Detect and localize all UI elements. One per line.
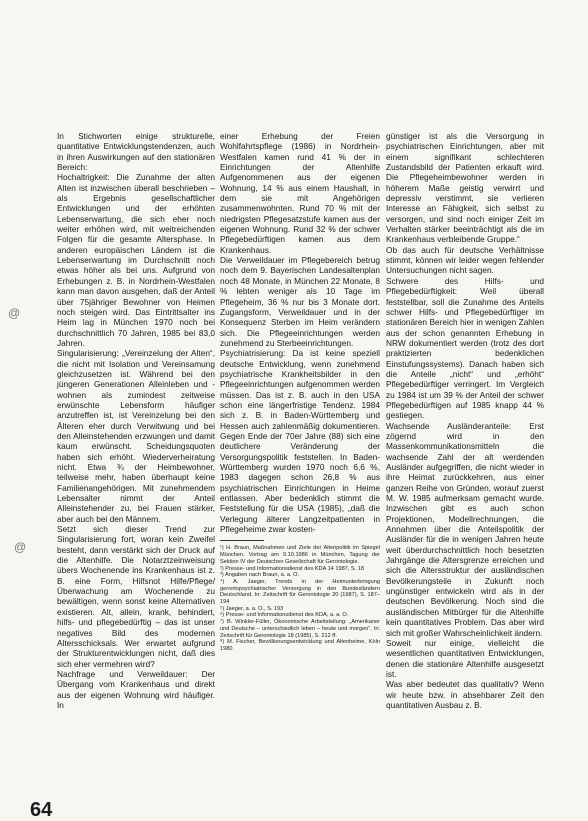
paragraph: einer Erhebung der Freien Wohlfahrtspflege (1986) in Nordrhein-Westfalen kamen rund 41 % der in Einrichtungen der Altenhilfe Aufgenommenen aus der eigenen Wohnung, 14 % aus einem Haushalt, in dem sie mit Angehörigen zusammenwohnten. Rund 70 % mit der niedrigsten Pflegesatzstufe kamen aus der eigenen Wohnung. Rund 32 % der schwer Pflegebedürftigen kamen aus dem Krankenhaus. — [220, 131, 380, 255]
paragraph: Singularisierung: „Vereinzelung der Alten“, die nicht mit Isolation und Vereinsamung gleichzusetzen ist. Während bei den jüngeren Generationen Alleinleben und -wohnen als zumindest zeitweise erwünschte Lebensform häufiger anzutreffen ist, ist Vereinzelung bei den Älteren eher durch Verwitwung und bei den Alleinstehenden erzwungen und damit kaum erwünscht. Scheidungsquoten haben sich erhöht. Wiederverheiratung nicht. Etwa ¾ der Heimbewohner, teilweise mehr, haben überhaupt keine Familienangehörigen. Mit zunehmendem Lebensalter nimmt der Anteil Alleinstehender zu, bei Frauen stärker, aber auch bei den Männern. — [57, 348, 215, 524]
paragraph: günstiger ist als die Versorgung in psychiatrischen Einrichtungen, aber mit einem signifikant schlechteren Zustandsbild der Patienten erkauft wird. Die Pflegeheimbewohner werden in höherem Maße geistig verwirrt und depressiv verstimmt, sie verlieren Interesse an Fähigkeit, sich selbst zu versorgen, und sind noch einiger Zeit im Verhalten stärker beeinträchtigt als die im Krankenhaus verbleibende Gruppe.“ — [386, 131, 544, 245]
paragraph: Was aber bedeutet das qualitativ? Wenn wir heute bzw. in absehbarer Zeit den quantitativen Ausbau z. B. — [386, 679, 544, 710]
footnote: ⁷) B. Winkler-Füller, Ökonomische Arbeitsteilung: „Amerikaner und Deutsche – unterschiedlich leben – heute und morgen“, In: Zeitschrift für Gerontologie 18 (1985), S. 212 ff. — [220, 619, 380, 639]
page-number: 64 — [30, 799, 53, 821]
paragraph: In Stichworten einige strukturelle, quantitative Entwicklungstendenzen, auch in ihren Auswirkungen auf den stationären Bereich: — [57, 131, 215, 173]
footnote: ⁸) M. Fischer, Bevölkerungsentwicklung und Altenheime, Köln 1980 — [220, 639, 380, 652]
paragraph: Die Verweildauer im Pflegebereich betrug noch dem 9. Bayerischen Landesaltenplan noch 48 Monate, in München 22 Monate, 8 % lebten weniger als 10 Tage im Pflegeheim, 36 % nur bis 3 Monate dort. Zugangsform, Verweildauer und in der Konsequenz Sterben im Heim verändern sich. Die Pflegeeinrichtungen werden zunehmend zu Sterbeeinrichtungen. — [220, 255, 380, 348]
paragraph: Psychiatrisierung: Da ist keine speziell deutsche Entwicklung, wenn zunehmend psychiatrische Krankheitsbilder in den Pflegeeinrichtungen aufgenommen werden müssen. Das ist z. B. auch in den USA schon eine längerfristige Tendenz. 1984 sich z. B. in Baden-Württemberg und Hessen auch zahlenmäßig dokumentieren. Gegen Ende der 70er Jahre (88) sich eine deutlichere Veränderung der Versorgungspolitik feststellen. In Baden-Württemberg wurden 1970 noch 6,6 %, 1983 dagegen schon 26,8 % aus psychiatrischen Einrichtungen in Heime entlassen. Aber bedenklich stimmt die Feststellung für die USA (1985), „daß die Verlegung älterer Langzeitpatienten in Pflegeheime zwar kosten- — [220, 348, 380, 535]
paragraph: Nachfrage und Verweildauer: Der Übergang vom Krankenhaus und direkt aus der eigenen Wohnung wird häufiger. In — [57, 668, 215, 710]
margin-punch-mark: @ — [14, 540, 27, 554]
paragraph: Soweit nur einige, vielleicht die wesentlichen quantitativen Entwicklungen, denen die stationäre Altenhilfe ausgesetzt ist. — [386, 637, 544, 679]
footnote: ⁴) A. Jaeger, Trends in der Heimunterbringung gerontopsychiatrischer Versorgung in den Bundesländern Deutschland. In: Zeitschrift für Gerontologie 20 (1987), S. 187–194 — [220, 578, 380, 606]
footnote-divider — [220, 540, 264, 541]
text-column-right — [386, 131, 544, 710]
margin-punch-mark: @ — [8, 306, 21, 320]
footnote: ²) Presse- und Informationsdienst des KDA 14 1987, S. 18 — [220, 565, 364, 572]
paragraph: Ob das auch für deutsche Verhältnisse stimmt, können wir leider wegen fehlender Untersuchungen nicht sagen. — [386, 244, 544, 276]
paragraph: Schwere des Hilfs- und Pflegebedürftigkeit: Weil überall feststellbar, soll die Zunahme des Anteils schwer Hilfs- und Pflegebedürftiger im stationären Bereich hier in wenigen Zahlen aus der schon genannten Erhebung in NRW dokumentiert werden (trotz des dort praktizierten bedenklichen Einstufungssystems). Danach haben sich die Anteile „nicht“ und „erhöht“ Pflegebedürftiger verringert. Im Vergleich zu 1984 ist um 39 % der Anteil der schwer Pflegebedürftigen auf 1985 knapp 44 % gestiegen. — [386, 275, 544, 421]
footnote: ⁶) Presse- und Informationsdienst des KDA, a. a. O. — [220, 612, 349, 619]
paragraph: Setzt sich dieser Trend zur Singularisierung fort, woran kein Zweifel besteht, dann verstärkt sich der Druck auf die Altenhilfe. Die Notarztzeinweisung übers Wochenende ins Krankenhaus ist z. B. eine Form, Hilfsnot Hilfe/Pflege/Überwachung am Wochenende zu bewältigen, wenn sonst keine Alternativen existieren. Alt, allein, krank, behindert, hilfs- und pflegebedürftig – das ist unser negatives Bild des modernen Altersschicksals. Wer erwartet aufgrund der Strukturentwicklungen nicht, daß dies sich eher vermehren wird? — [57, 524, 215, 669]
footnote: ¹) H. Braun, Maßnahmen und Ziele der Altenpolitik im Spiegel München. Vortrag am 9.10.1986 in München, Tagung der Sektion IV der Deutschen Gesellschaft für Gerontologie. — [220, 545, 380, 565]
paragraph: Wachsende Ausländeranteile: Erst zögernd wird in den Massenkommunikationsmitteln die wachsende Zahl der alt werdenden Ausländer aufgegriffen, die nicht wieder in ihre Heimat zurückkehren, aus einer ganzen Reihe von Gründen, worauf zuerst M. W. 1985 aufmerksam gemacht wurde. Inzwischen gibt es auch schon Projektionen, Modellrechnungen, die Annahmen über die Anteilspolitik der Ausländer für die in wenigen Jahren heute weit überdurchschnittlich hoch besetzten Jahrgänge die Altersgrenze erreichen und sich die Altersstruktur der ausländischen Bevölkerungsteile in Zukunft noch ungünstiger entwickeln wird als in der deutschen Bevölkerung. Noch sind die ausländischen Mitbürger für die Altenhilfe kein quantitatives Problem. Das aber wird sich mit großer Wahrscheinlichkeit ändern. — [386, 420, 544, 638]
text-column-middle — [220, 131, 380, 653]
paragraph: Hochaltrigkeit: Die Zunahme der alten Alten ist inzwischen überall beschrieben – als Ergebnis gesellschaftlicher Entwicklungen und der erhöhten Lebenserwartung, die sich eher noch weiter erhöhen wird, mit weitreichenden Folgen für die gesamte Altersphase. In anderen europäischen Ländern ist die Lebenserwartung im Durchschnitt noch etwas höher als bei uns. Aufgrund von Erhebungen z. B. in Nordrhein-Westfalen kann man davon ausgehen, daß der Anteil über 75jähriger Bewohner von Heimen noch steigen wird. Das Eintrittsalter ins Heim lag in München 1970 noch bei durchschnittlich 70 Jahren, 1985 bei 83,0 Jahren. — [57, 172, 215, 348]
footnote: ⁵) Jaeger, a. a. O., S. 193 — [220, 605, 284, 612]
footnote: ³) Angaben nach Braun, a. a. O. — [220, 572, 299, 579]
text-column-left — [57, 131, 215, 710]
